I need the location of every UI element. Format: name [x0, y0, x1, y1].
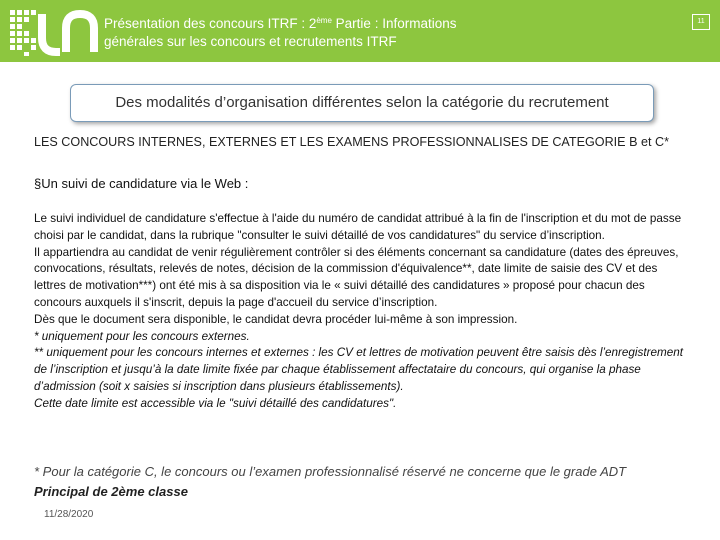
page-number: 11 [692, 14, 710, 30]
slide-title: Présentation des concours ITRF : 2ème Partie : Informations générales sur les concours et recrutements ITRF [104, 16, 457, 49]
footnote [34, 462, 714, 502]
body-paragraph: Le suivi individuel de candidature s'effectue à l'aide du numéro de candidat attribué à la fin de l'inscription et du mot de passe choisi par le candidat, dans la rubrique "consulter le suivi détaillé de vos candidatures" du service d’inscription. [34, 212, 682, 242]
footnote-line: Principal de 2ème classe [34, 484, 188, 499]
body-paragraph: Il appartiendra au candidat de venir régulièrement contrôler si des éléments concernant sa candidature (dates des épreuves, convocations, résultats, relevés de notes, décision de la commission d'équivalence**, date limite de saisie des CV et des lettres de motivation***) ont été mis à sa disposition via le « suivi détaillé des candidatures » proposé pour chacun des concours auxquels il s'inscrit, depuis la page d'accueil du service d’inscription. [34, 245, 679, 309]
note-line: Cette date limite est accessible via le "suivi détaillé des candidatures". [34, 396, 397, 410]
note-line: ** uniquement pour les concours internes et externes : les CV et lettres de motivation peuvent être saisis dès l’enregistrement de l’inscription et jusqu’à la date limite fixée par chaque établissement affectataire du concours, qui organise la phase d’admission (soit x saisies si inscription dans plusieurs établissements). [34, 346, 683, 393]
university-logo-icon [8, 6, 100, 58]
note-line: * uniquement pour les concours externes. [34, 329, 250, 343]
bullet-text: Un suivi de candidature via le Web : [41, 176, 249, 191]
bullet-marker-icon: § [34, 176, 42, 191]
slide-date: 11/28/2020 [44, 509, 94, 520]
footnote-line: * Pour la catégorie C, le concours ou l’examen professionnalisé réservé ne concerne que le grade ADT [34, 464, 627, 479]
body-text [34, 211, 690, 413]
section-title: LES CONCOURS INTERNES, EXTERNES ET LES EXAMENS PROFESSIONNALISES DE CATEGORIE B et C* [34, 135, 669, 149]
body-paragraph: Dès que le document sera disponible, le candidat devra procéder lui-même à son impression. [34, 312, 518, 326]
header-bar [0, 0, 720, 62]
bullet-heading [34, 176, 248, 191]
subtitle-box: Des modalités d’organisation différentes selon la catégorie du recrutement [70, 84, 654, 122]
